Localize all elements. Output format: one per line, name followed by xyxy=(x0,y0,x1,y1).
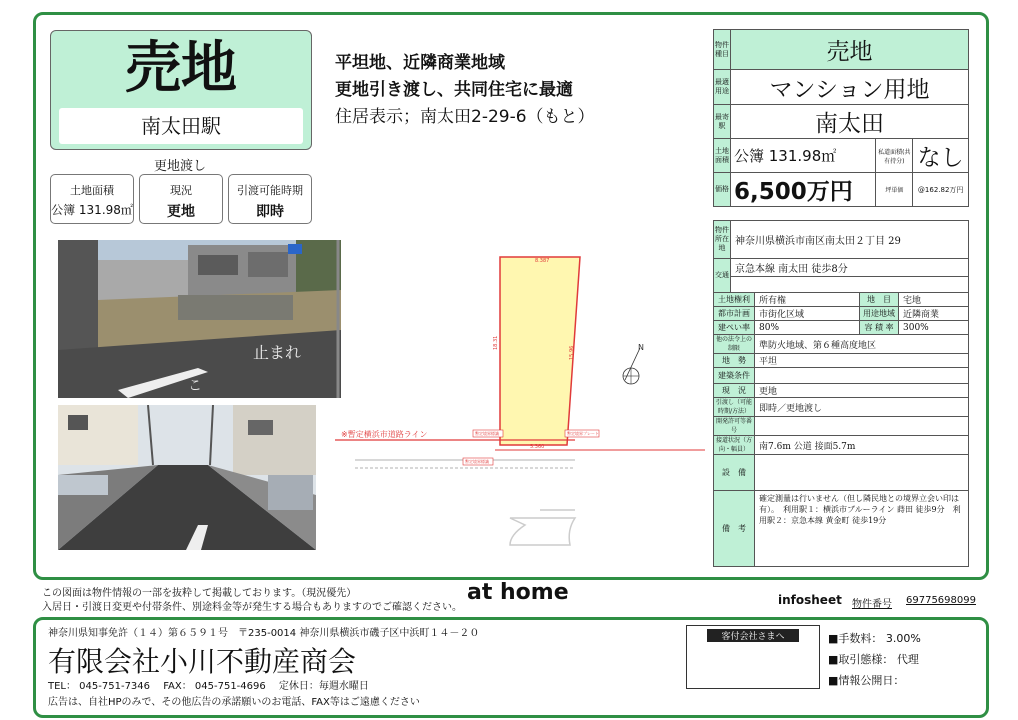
land-area: 公簿 131.98㎡ xyxy=(731,139,876,173)
row-label: 都市計画 xyxy=(714,307,755,321)
boundary-tag: 暫定境界プレート xyxy=(567,431,599,436)
commission-fee: ■手数料： 3.00% xyxy=(828,632,921,645)
info-box-label: 土地面積 xyxy=(70,184,114,197)
company-name: 有限会社小川不動産商会 xyxy=(48,645,357,678)
headline: 平坦地、近隣商業地域 xyxy=(335,53,505,73)
row-label: 最適用途 xyxy=(714,70,731,105)
price: 6,500万円 xyxy=(731,173,876,207)
company-contact: TEL： 045-751-7346 FAX： 045-751-4696 定休日：毎週水曜日 xyxy=(48,681,369,692)
row-label: 交通 xyxy=(714,259,731,293)
handover: 即時／更地渡し xyxy=(755,398,969,417)
north-label: N xyxy=(638,343,644,352)
current-status: 更地 xyxy=(755,384,969,398)
private-road-value: なし xyxy=(913,139,969,173)
info-box-value: 公簿 131.98㎡ xyxy=(51,203,133,217)
transaction-mode: ■取引態様： 代理 xyxy=(828,653,919,666)
client-box-label: 客付会社さまへ xyxy=(707,629,799,642)
nearest-station: 南太田 xyxy=(731,105,969,139)
boundary-tag: 暫定境界標識 xyxy=(465,459,489,464)
city-plan: 市街化区域 xyxy=(755,307,860,321)
title-box xyxy=(50,30,312,150)
road-access: 南7.6m 公道 接面5.7m xyxy=(755,436,969,455)
row-label: 接道状況（方向・幅員） xyxy=(714,436,755,455)
row-label: 設 備 xyxy=(714,455,755,491)
license-info: 神奈川県知事免許（１４）第６５９１号 〒235-0014 神奈川県横浜市磯子区中浜町１４－２０ xyxy=(48,628,480,639)
row-label: 引渡し（可能時期/方法） xyxy=(714,398,755,417)
row-label: 用途地域 xyxy=(860,307,899,321)
coverage-ratio: 80% xyxy=(755,321,860,335)
row-label: 価格 xyxy=(714,173,731,207)
dimension-label: 5.360 xyxy=(530,444,545,450)
floor-area-ratio: 300% xyxy=(899,321,969,335)
row-label: 土地権利 xyxy=(714,293,755,307)
other-limits: 準防火地域、第６種高度地区 xyxy=(755,335,969,354)
north-arrow-icon xyxy=(623,343,644,384)
optimal-use: マンション用地 xyxy=(731,70,969,105)
private-road-label: 私道面積(共有持分) xyxy=(876,139,913,173)
development-permit xyxy=(755,417,969,436)
row-label: 地 目 xyxy=(860,293,899,307)
details-table xyxy=(713,292,969,567)
publish-date: ■情報公開日： xyxy=(828,674,905,687)
info-box-status xyxy=(139,174,223,224)
page-title: 売地 xyxy=(125,36,237,101)
boundary-tag: 暫定境界標識 xyxy=(475,431,499,436)
site-photo-2 xyxy=(58,405,316,550)
property-type: 売地 xyxy=(731,30,969,70)
row-label: 物件種目 xyxy=(714,30,731,70)
row-label: 建築条件 xyxy=(714,368,755,384)
chimoku: 宅地 xyxy=(899,293,969,307)
row-label: 現 況 xyxy=(714,384,755,398)
row-label: 他の法令上の制限 xyxy=(714,335,755,354)
site-plan xyxy=(335,240,710,560)
headline: 更地引き渡し、共同住宅に最適 xyxy=(335,80,573,100)
terrain: 平坦 xyxy=(755,354,969,368)
summary-table xyxy=(713,29,969,207)
info-box-label: 引渡可能時期 xyxy=(237,184,303,197)
location-table xyxy=(713,220,969,293)
disclaimer-line: この図面は物件情報の一部を抜粋して掲載しております。（現況優先） xyxy=(42,588,357,599)
dimension-label: 18.31 xyxy=(493,335,499,350)
infosheet-label: infosheet xyxy=(778,593,842,607)
row-label: 地 勢 xyxy=(714,354,755,368)
dimension-label: 15.96 xyxy=(569,345,575,360)
facilities xyxy=(755,455,969,491)
athome-logo: at home xyxy=(467,580,569,605)
unit-price-value: @162.82万円 xyxy=(913,173,969,207)
remarks: 確定測量は行いません（但し隣民地との境界立会い印は有）。 利用駅１：横浜市ブルーライン 蒔田 徒歩9分 利用駅２：京急本線 黄金町 徒歩19分 xyxy=(755,491,969,567)
row-label: 最寄駅 xyxy=(714,105,731,139)
disclaimer-line: 入居日・引渡日変更や付帯条件、別途料金等が発生する場合もありますのでご確認ください。 xyxy=(42,602,462,613)
road-marking: こ xyxy=(188,378,202,394)
row-label: 建ぺい率 xyxy=(714,321,755,335)
row-label: 物件所在地 xyxy=(714,221,731,259)
row-label: 開発許可等番号 xyxy=(714,417,755,436)
land-rights: 所有権 xyxy=(755,293,860,307)
ad-notice: 広告は、自社HPのみで、その他広告の承諾願いのお電話、FAX等はご遠慮ください xyxy=(48,697,420,708)
unit-price-label: 坪単価 xyxy=(876,173,913,207)
building-condition xyxy=(755,368,969,384)
road-line-label: ※暫定横浜市道路ライン xyxy=(341,430,428,439)
transport: 京急本線 南太田 徒歩8分 xyxy=(731,259,969,277)
row-label: 容 積 率 xyxy=(860,321,899,335)
property-number: 69775698099 xyxy=(906,595,976,606)
property-number-label: 物件番号 xyxy=(852,599,892,610)
info-box-value: 即時 xyxy=(256,204,284,220)
info-box-area xyxy=(50,174,134,224)
condition-label: 更地渡し xyxy=(153,159,206,174)
info-box-value: 更地 xyxy=(167,204,195,220)
site-photo-1 xyxy=(58,240,341,398)
row-label: 備 考 xyxy=(714,491,755,567)
address: 神奈川県横浜市南区南太田２丁目 29 xyxy=(731,221,969,259)
station-label: 南太田駅 xyxy=(59,108,303,144)
headline: 住居表示；南太田2-29-6（もと） xyxy=(335,107,595,127)
road-marking: 止まれ xyxy=(253,343,302,362)
dimension-label: 8.387 xyxy=(535,258,550,264)
info-box-label: 現況 xyxy=(170,184,192,197)
client-box xyxy=(686,625,820,689)
row-label: 土地面積 xyxy=(714,139,731,173)
zoning: 近隣商業 xyxy=(899,307,969,321)
info-box-handover xyxy=(228,174,312,224)
